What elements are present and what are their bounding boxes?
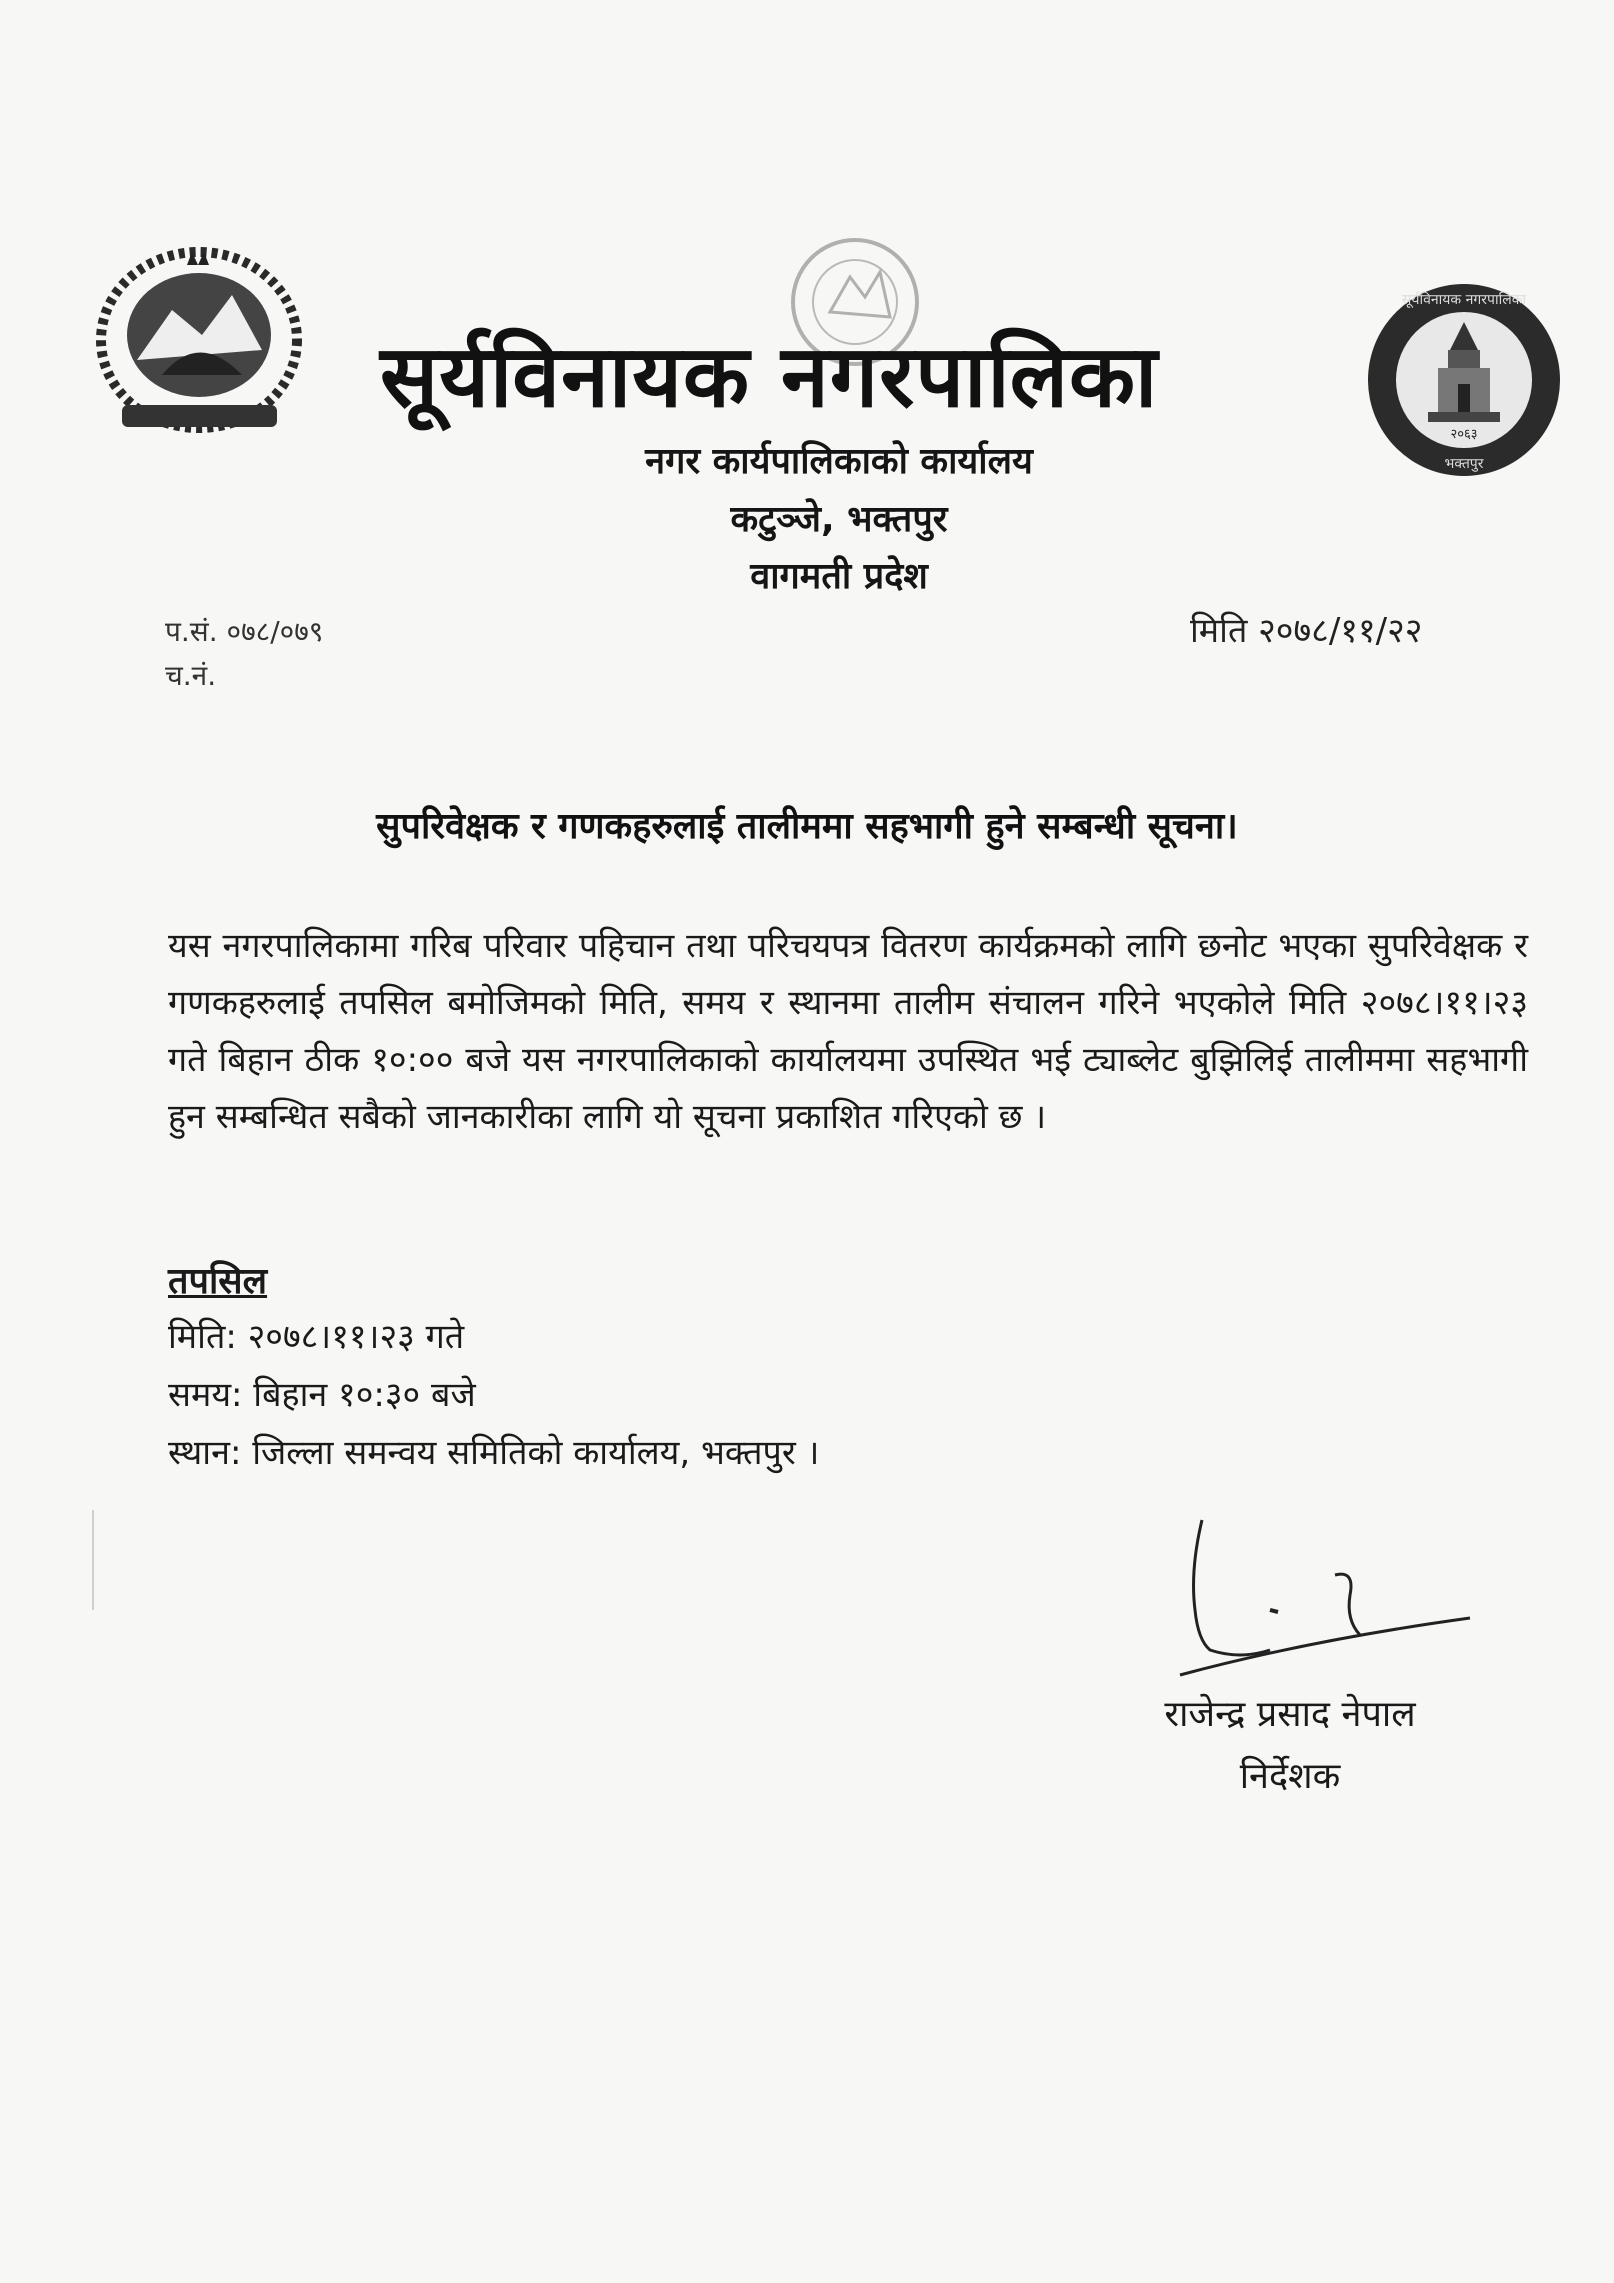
letter-number: प.सं. ०७८/०७९: [165, 615, 324, 648]
letter-date: मिति २०७८/११/२२: [1190, 611, 1423, 651]
nepal-government-emblem-icon: [92, 240, 307, 440]
schedule-place: स्थान: जिल्ला समन्वय समितिको कार्यालय, भक्तपुर ।: [168, 1433, 820, 1473]
office-name: नगर कार्यपालिकाको कार्यालय: [645, 441, 1033, 482]
office-address: कटुञ्जे, भक्तपुर: [730, 499, 948, 540]
logo-year: २०६३: [1450, 427, 1478, 442]
handwritten-signature-icon: [1150, 1500, 1480, 1680]
municipality-title: सूर्यविनायक नगरपालिका: [380, 327, 1159, 427]
signatory-title: निर्देशक: [1239, 1756, 1341, 1797]
signatory-name: राजेन्द्र प्रसाद नेपाल: [1164, 1694, 1416, 1735]
notice-subject: सुपरिवेक्षक र गणकहरुलाई तालीममा सहभागी हुने सम्बन्धी सूचना।: [376, 806, 1238, 847]
dispatch-number: च.नं.: [165, 659, 217, 692]
province-name: वागमती प्रदेश: [750, 556, 928, 597]
margin-mark: [92, 1510, 94, 1610]
schedule-date: मिति: २०७८।११।२३ गते: [168, 1317, 465, 1357]
logo-text-bottom: भक्तपुर: [1444, 456, 1484, 472]
logo-text-top: सूर्यविनायक नगरपालिका: [1401, 292, 1527, 308]
notice-body: यस नगरपालिकामा गरिब परिवार पहिचान तथा परिचयपत्र वितरण कार्यक्रमको लागि छनोट भएका सुपरिवेक्षक र गणकहरुलाई तपसिल बमोजिमको मिति, समय र स्थानमा तालीम संचालन गरिने भएकोले मिति २०७८।११।२३ गते बिहान ठीक १०:०० बजे यस नगरपालिकाको कार्यालयमा उपस्थित भई ट्याब्लेट बुझिलिई तालीममा सहभागी हुन सम्बन्धित सबैको जानकारीका लागि यो सूचना प्रकाशित गरिएको छ ।: [168, 926, 1528, 1137]
schedule-time: समय: बिहान १०:३० बजे: [168, 1375, 476, 1415]
schedule-heading: तपसिल: [168, 1261, 268, 1302]
